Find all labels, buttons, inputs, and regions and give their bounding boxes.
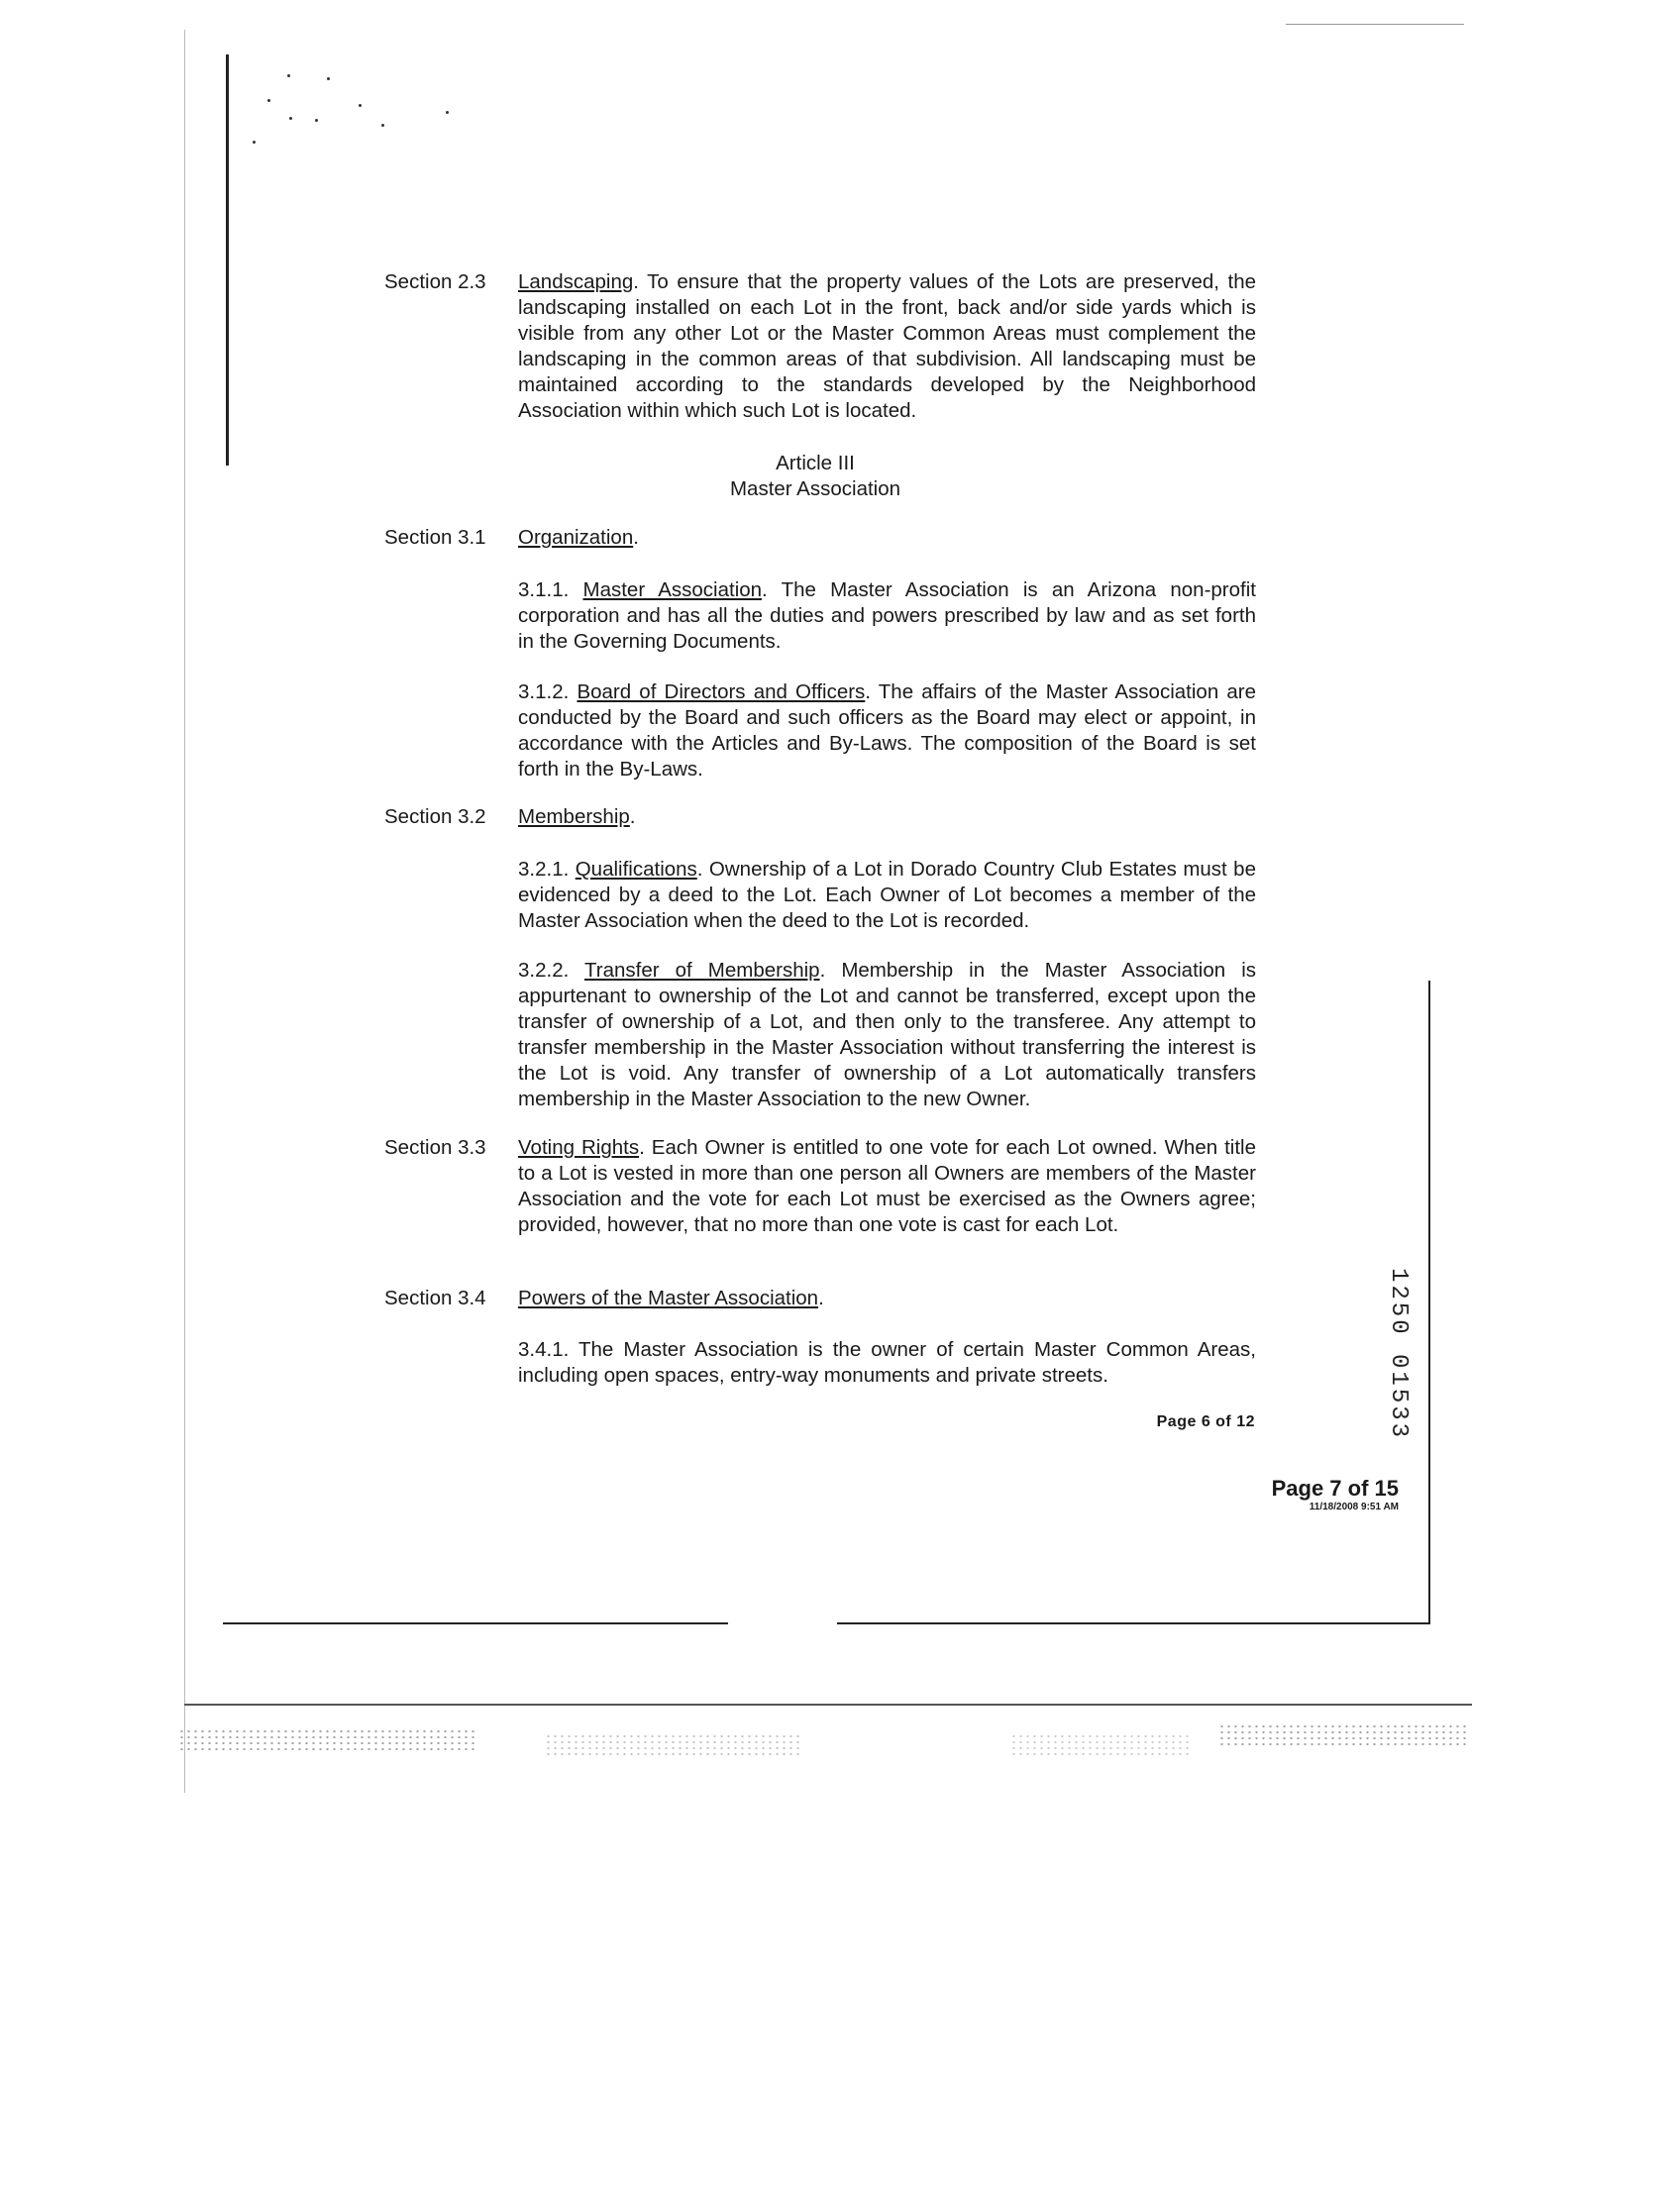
section-body (518, 525, 1256, 551)
inner-page-number: Page 6 of 12 (1156, 1413, 1255, 1430)
section-label: Section 3.1 (384, 526, 486, 549)
scan-noise-right (1218, 1723, 1466, 1745)
section-3-4 (384, 1286, 1256, 1311)
scan-speck (267, 99, 270, 102)
section-heading-punct: . (818, 1287, 824, 1309)
paragraph-3-2-2 (518, 958, 1256, 1112)
paragraph-3-2-1 (518, 857, 1256, 934)
section-label: Section 3.3 (384, 1136, 486, 1159)
scan-speck (359, 104, 362, 107)
scan-noise-left (178, 1728, 475, 1750)
paragraph-text: . The affairs of the Master Association are conducted by the Board and such officers as the Board may elect or appoint, in accordance with the Articles and By-Laws. The composition of the Board is set forth in the By-Laws. (518, 680, 1256, 781)
article-heading (518, 451, 1112, 502)
section-2-3 (384, 269, 1256, 424)
section-heading: Landscaping (518, 270, 634, 293)
section-body (518, 1286, 1256, 1311)
section-label: Section 3.2 (384, 805, 486, 828)
paragraph-number: 3.1.1. (518, 578, 570, 601)
scan-noise-middle (545, 1733, 802, 1755)
print-timestamp: 11/18/2008 9:51 AM (1309, 1502, 1399, 1512)
section-body (518, 269, 1256, 424)
section-3-1 (384, 525, 1256, 551)
scan-noise-center (1010, 1733, 1189, 1755)
section-heading-punct: . (629, 805, 636, 828)
article-number: Article III (776, 452, 855, 474)
paragraph-heading: Board of Directors and Officers (577, 680, 866, 703)
paragraph-heading: Transfer of Membership (583, 959, 820, 982)
paragraph-heading: Master Association (582, 578, 763, 601)
scan-speck (327, 77, 330, 80)
scan-speck (315, 119, 318, 122)
section-text: . To ensure that the property values of the Lots are preserved, the landscaping installed on each Lot in the front, back and/or side yards which is visible from any other Lot or the Master Common Areas must complement the landscaping in the common areas of that subdivision. All landscaping must be maintained according to the standards developed by the Neighborhood Association within which such Lot is located. (518, 270, 1256, 422)
paragraph-number: 3.2.2. (518, 959, 570, 982)
paragraph-text: . Membership in the Master Association is appurtenant to ownership of the Lot and cannot be transferred, except upon the transfer of ownership of a Lot, and then only to the transferee. Any attempt to transfer membership in the Master Association without transferring the interest is the Lot is void. Any transfer of ownership of a Lot automatically transfers membership in the Master Association to the new Owner. (518, 959, 1256, 1110)
scan-speck (381, 124, 384, 127)
section-heading: Organization (518, 526, 634, 549)
outer-page-number: Page 7 of 15 (1271, 1476, 1399, 1501)
outer-page-footer (1228, 1476, 1399, 1513)
paragraph-3-1-1 (518, 577, 1256, 655)
section-body (518, 804, 1256, 830)
paragraph-number: 3.4.1. (518, 1338, 570, 1361)
article-title: Master Association (729, 477, 901, 500)
paragraph-3-1-2 (518, 679, 1256, 782)
section-3-3 (384, 1135, 1256, 1238)
paragraph-text: The Master Association is the owner of certain Master Common Areas, including open spaces, entry-way monuments and private streets. (518, 1338, 1257, 1387)
scan-left-vertical-line (226, 54, 229, 466)
section-label: Section 3.4 (384, 1287, 486, 1309)
section-text: . Each Owner is entitled to one vote for each Lot owned. When title to a Lot is vested in more than one person all Owners are members of the Master Association and the vote for each Lot must be exercised as the Owners agree; provided, however, that no more than one vote is cast for each Lot. (518, 1136, 1256, 1236)
section-heading: Membership (518, 805, 630, 828)
paragraph-number: 3.1.2. (518, 680, 570, 703)
scan-speck (253, 141, 256, 144)
section-label: Section 2.3 (384, 270, 486, 293)
section-3-2 (384, 804, 1256, 830)
scan-speck (287, 74, 290, 77)
section-body (518, 1135, 1256, 1238)
section-heading: Powers of the Master Association (518, 1287, 819, 1309)
section-heading: Voting Rights (518, 1136, 640, 1159)
recording-number-stamp: 1250 01533 (1385, 1268, 1412, 1441)
scan-top-right-line (1286, 24, 1464, 25)
paragraph-text: . The Master Association is an Arizona non-profit corporation and has all the duties and powers prescribed by law and as set forth in the Governing Documents. (518, 578, 1256, 653)
paragraph-heading: Qualifications (575, 858, 697, 881)
paragraph-3-4-1 (518, 1337, 1256, 1389)
scan-speck (446, 111, 449, 114)
scan-left-margin-line (184, 30, 185, 1793)
paragraph-text: . Ownership of a Lot in Dorado Country Club Estates must be evidenced by a deed to the Lot. Each Owner of Lot becomes a member of the Master Association when the deed to the Lot is recorded. (518, 858, 1256, 932)
section-heading-punct: . (633, 526, 639, 549)
scan-bottom-line-1 (223, 1622, 728, 1624)
scan-bottom-line-2 (837, 1622, 1429, 1624)
scan-right-vertical-line (1428, 981, 1430, 1624)
scan-speck (289, 117, 292, 120)
scan-bottom-line-3 (184, 1704, 1472, 1706)
paragraph-number: 3.2.1. (518, 858, 570, 881)
